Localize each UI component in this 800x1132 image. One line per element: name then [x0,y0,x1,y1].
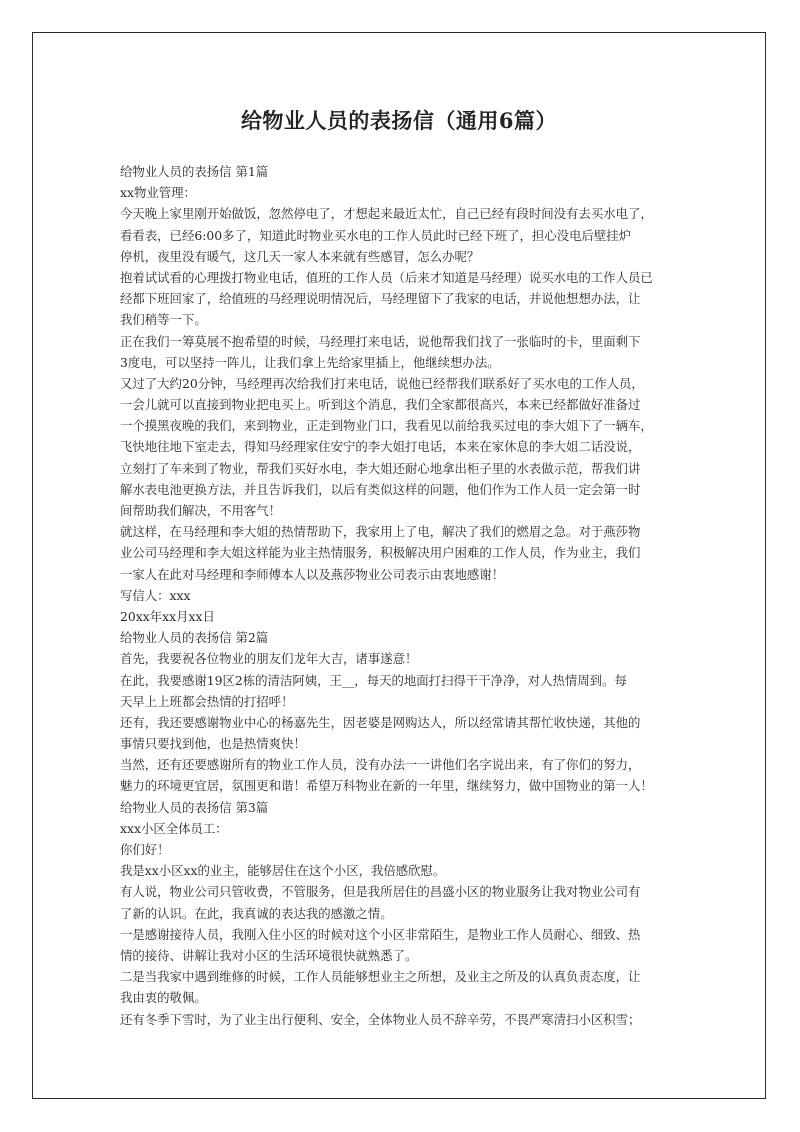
text-line: 我是xx小区xx的业主，能够居住在这个小区，我倍感欣慰。 [120,863,446,879]
text-line: 你们好！ [120,842,170,857]
text-line: 事情只要找到他，也是热情爽快！ [120,736,306,752]
text-line: 写信人：xxx [120,587,191,603]
text-line: 我由衷的敬佩。 [120,990,207,1006]
document-body [120,161,720,1030]
text-line: 今天晚上家里刚开始做饭，忽然停电了，才想起来最近太忙，自己已经有段时间没有去买水电了， [120,206,653,222]
text-line: 在此，我要感谢19区2栋的清洁阿姨，王__，每天的地面打扫得干干净净，对人热情周到。每 [120,672,627,688]
text-line: 还有，我还要感谢物业中心的杨嘉先生，因老婆是网购达人，所以经常请其帮忙收快递，其他的 [120,714,641,730]
text-line: 飞快地往地下室走去，得知马经理家住安宁的李大姐打电话，本来在家休息的李大姐二话没说， [120,439,641,455]
text-line: 有人说，物业公司只管收费，不管服务，但是我所居住的昌盛小区的物业服务让我对物业公司有 [120,884,641,900]
text-line: 还有冬季下雪时，为了业主出行便利、安全，全体物业人员不辞辛劳，不畏严寒清扫小区积雪； [120,1011,641,1027]
text-line: 当然，还有还要感谢所有的物业工作人员，没有办法一一讲他们名字说出来，有了你们的努力， [120,757,641,773]
text-line: 情的接待、讲解让我对小区的生活环境很快就熟悉了。 [120,947,418,963]
text-line: xxx小区全体员工： [120,820,228,836]
text-line: 间帮助我们解决，不用客气！ [120,503,282,518]
text-line: 给物业人员的表扬信 第3篇 [120,799,269,815]
text-line: 业公司马经理和李大姐这样能为业主热情服务，积极解决用户困难的工作人员，作为业主，我们 [120,545,641,561]
text-line: 立刻打了车来到了物业，帮我们买好水电，李大姐还耐心地拿出柜子里的水表做示范，帮我们讲 [120,460,641,476]
text-line: 经都下班回家了，给值班的马经理说明情况后，马经理留下了我家的电话，并说他想想办法，让 [120,291,641,307]
text-line: 给物业人员的表扬信 第1篇 [120,164,269,179]
text-line: 3度电，可以坚持一阵儿，让我们拿上先给家里插上，他继续想办法。 [120,354,500,370]
text-line: 我们稍等一下。 [120,312,207,328]
text-line: xx物业管理： [120,185,196,201]
text-line: 停机，夜里没有暖气，这几天一家人本来就有些感冒，怎么办呢？ [120,248,480,264]
text-line: 看看表，已经6:00多了，知道此时物业买水电的工作人员此时已经下班了，担心没电后壁挂炉 [120,227,632,243]
text-line: 又过了大约20分钟，马经理再次给我们打来电话，说他已经帮我们联系好了买水电的工作人员， [120,375,644,391]
text-line: 了新的认识。在此，我真诚的表达我的感激之情。 [120,905,393,921]
text-line: 20xx年xx月xx日 [120,608,215,624]
text-line: 一会儿就可以直接到物业把电买上。听到这个消息，我们全家都很高兴，本来已经都做好准备过 [120,397,641,413]
text-line: 抱着试试看的心理拨打物业电话，值班的工作人员（后来才知道是马经理）说买水电的工作人员已 [120,269,653,285]
text-line: 正在我们一筹莫展不抱希望的时候，马经理打来电话，说他帮我们找了一张临时的卡，里面剩下 [120,333,641,349]
document-title: 给物业人员的表扬信（通用6篇） [240,108,558,133]
text-line: 一家人在此对马经理和李师傅本人以及燕莎物业公司表示由衷地感谢！ [120,566,505,582]
text-line: 解水表电池更换方法，并且告诉我们，以后有类似这样的问题，他们作为工作人员一定会第一时 [120,481,641,497]
text-line: 魅力的环境更宜居，氛围更和谐！希望万科物业在新的一年里，继续努力，做中国物业的第一人！ [120,778,653,794]
text-line: 给物业人员的表扬信 第2篇 [120,630,269,646]
text-line: 就这样，在马经理和李大姐的热情帮助下，我家用上了电，解决了我们的燃眉之急。对于燕莎物 [120,524,641,540]
text-line: 首先，我要祝各位物业的朋友们龙年大吉，诸事遂意！ [120,651,418,667]
text-line: 一是感谢接待人员，我刚入住小区的时候对这个小区非常陌生，是物业工作人员耐心、细致、热 [120,926,641,942]
text-line: 一个摸黑夜晚的我们，来到物业，正走到物业门口，我看见以前给我买过电的李大姐下了一辆车， [120,418,653,434]
text-line: 二是当我家中遇到维修的时候，工作人员能够想业主之所想，及业主之所及的认真负责态度，让 [120,969,641,985]
text-line: 天早上上班都会热情的打招呼！ [120,693,294,709]
document-page [32,32,766,1099]
